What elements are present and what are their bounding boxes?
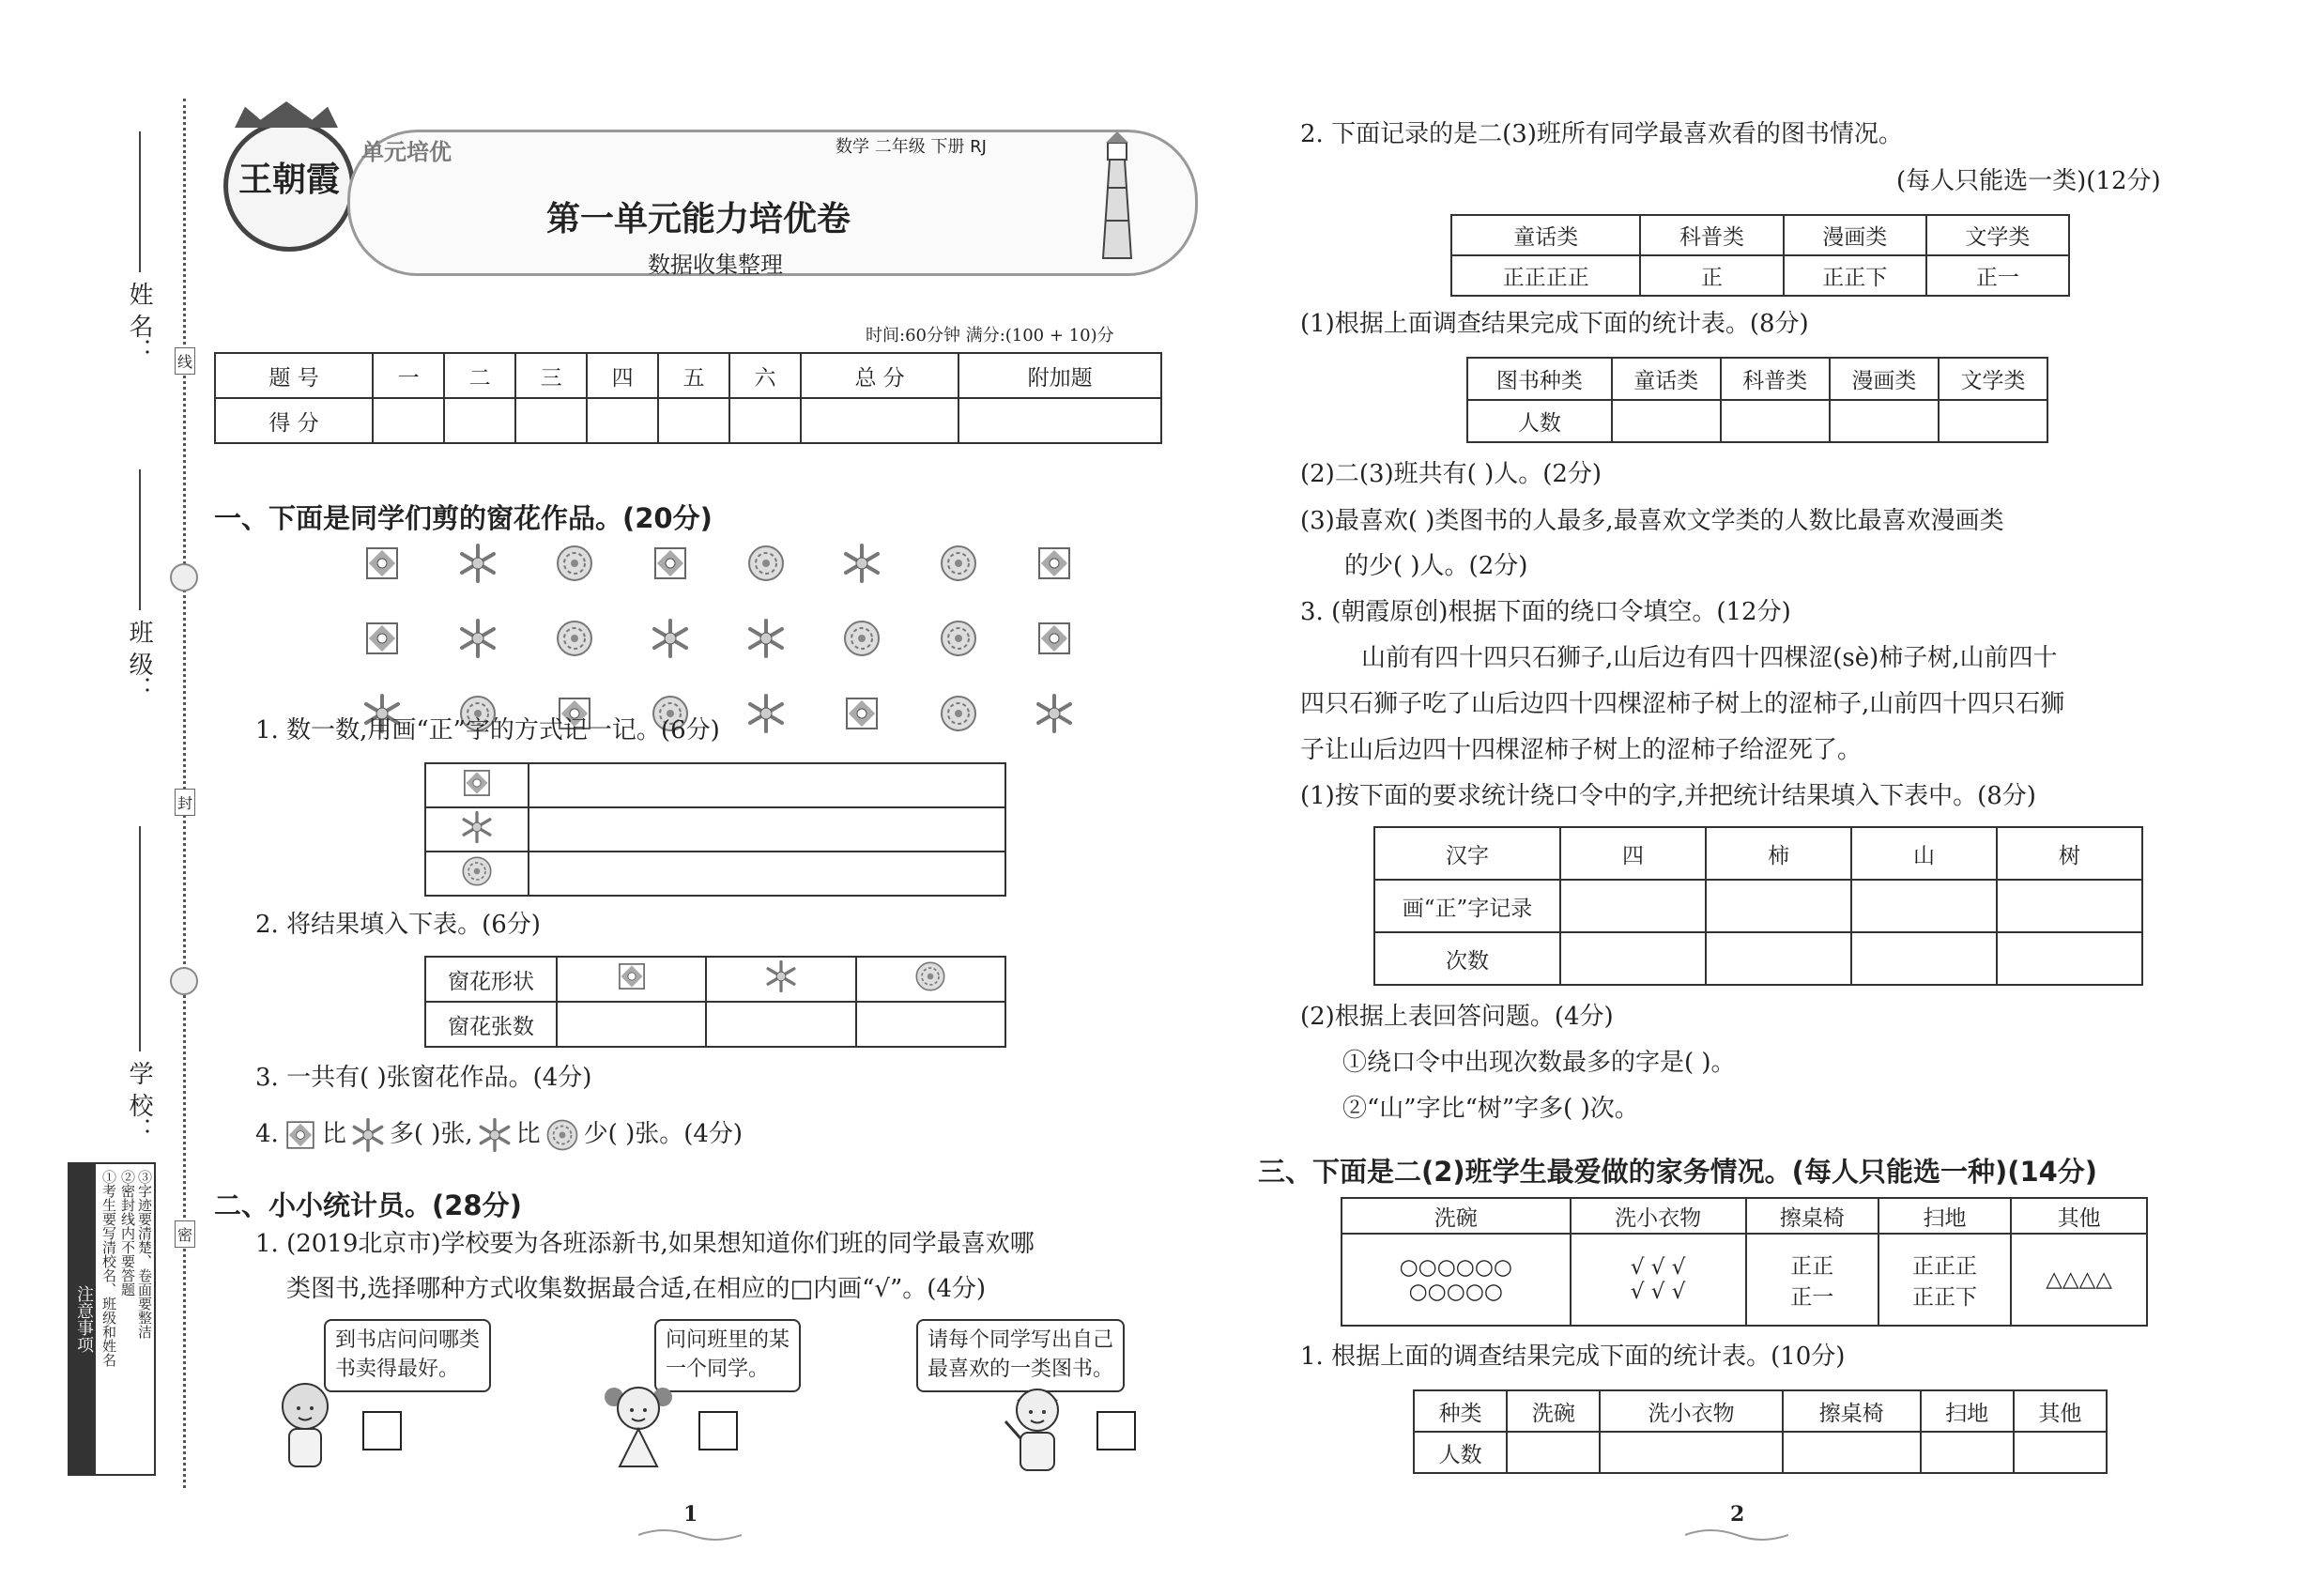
char-cell[interactable] — [1560, 932, 1706, 985]
score-head: 附加题 — [958, 353, 1161, 398]
flower-square-icon — [460, 766, 494, 800]
chores-stat-cell[interactable] — [1783, 1432, 1921, 1473]
books-head: 科普类 — [1640, 215, 1783, 255]
chores-data-clothes — [1571, 1234, 1746, 1326]
s3-q1: 1. 根据上面的调查结果完成下面的统计表。(10分) — [1300, 1343, 1846, 1371]
char-head: 汉字 — [1374, 827, 1560, 880]
dishes-line1: ○○○○○○ — [1399, 1255, 1512, 1280]
flower-snowflake-icon — [650, 618, 691, 659]
chores-stat-cell[interactable] — [2014, 1432, 2107, 1473]
s1-q2: 2. 将结果填入下表。(6分) — [255, 911, 541, 939]
section1-heading: 一、下面是同学们剪的窗花作品。(20分) — [214, 502, 713, 534]
section2-heading: 二、小小统计员。(28分) — [214, 1189, 522, 1221]
page-number-1: 1 — [683, 1502, 698, 1527]
score-head: 二 — [444, 353, 515, 398]
chores-data-dishes — [1342, 1234, 1571, 1326]
chores-head: 擦桌椅 — [1746, 1198, 1878, 1234]
flower-round-icon — [745, 543, 787, 584]
s2-q3-1: (1)按下面的要求统计绕口令中的字,并把统计结果填入下表中。(8分) — [1300, 782, 2036, 810]
other-line1: △△△△ — [2046, 1267, 2112, 1292]
books-head: 童话类 — [1451, 215, 1640, 255]
chores-data-sweep — [1878, 1234, 2011, 1326]
name-line — [139, 131, 141, 272]
flower-round-icon — [913, 959, 947, 993]
notice-title: 注意事项 — [69, 1164, 96, 1474]
count-cell[interactable] — [856, 1002, 1005, 1047]
tally-table — [424, 762, 1006, 897]
flower-round-icon — [460, 854, 494, 888]
score-head: 四 — [587, 353, 658, 398]
lighthouse-icon — [1089, 131, 1145, 263]
s2-q3-2a: ①绕口令中出现次数最多的字是( )。 — [1342, 1049, 1736, 1077]
notice-box — [68, 1162, 156, 1476]
stat-cell[interactable] — [1721, 400, 1830, 442]
books-head: 文学类 — [1926, 215, 2069, 255]
char-cell[interactable] — [1560, 880, 1706, 932]
char-head: 四 — [1560, 827, 1706, 880]
s2-q3: 3. (朝霞原创)根据下面的绕口令填空。(12分) — [1300, 598, 1791, 626]
score-head: 五 — [658, 353, 729, 398]
section3-heading: 三、下面是二(2)班学生最爱做的家务情况。(每人只能选一种)(14分) — [1258, 1156, 2098, 1188]
score-head: 总 分 — [801, 353, 958, 398]
time-line: 时间:60分钟 满分:(100 + 10)分 — [866, 326, 1114, 345]
books-tally: 正正下 — [1784, 255, 1926, 296]
binding-hole-1 — [170, 563, 198, 591]
bubble2-line1: 问问班里的某 — [666, 1328, 790, 1352]
flower-square-icon — [361, 543, 403, 584]
score-table — [214, 352, 1162, 444]
s2-q2-1: (1)根据上面调查结果完成下面的统计表。(8分) — [1300, 310, 1809, 338]
flower-square-icon — [283, 1117, 318, 1153]
books-stat-table — [1466, 357, 2048, 443]
score-cell[interactable] — [658, 398, 729, 443]
score-cell[interactable] — [958, 398, 1161, 443]
answer-box-1[interactable] — [362, 1411, 402, 1450]
chores-head: 其他 — [2011, 1198, 2147, 1234]
binding-hole-2 — [170, 967, 198, 995]
flower-snowflake-icon — [350, 1117, 386, 1153]
page-subtitle: 数据收集整理 — [648, 252, 783, 278]
flower-round-icon — [554, 618, 595, 659]
school-line — [139, 826, 141, 1051]
notice-1: ①考生要写清校名、班级和姓名 — [100, 1170, 117, 1367]
flower-snowflake-icon — [457, 618, 498, 659]
s2-q3-2: (2)根据上表回答问题。(4分) — [1300, 1003, 1614, 1031]
flower-snowflake-icon — [745, 693, 787, 734]
tongue-twister-3: 子让山后边四十四棵涩柿子树上的涩柿子给涩死了。 — [1300, 736, 1863, 764]
stat-cell[interactable] — [1939, 400, 2047, 442]
char-cell[interactable] — [1997, 880, 2142, 932]
page-ornament-1 — [638, 1526, 742, 1544]
speech-bubble-1 — [324, 1319, 491, 1392]
chores-tally-table — [1341, 1197, 2148, 1327]
score-cell[interactable] — [444, 398, 515, 443]
q4-p1: 比 — [321, 1120, 346, 1149]
s1-q1: 1. 数一数,用画“正”字的方式记一记。(6分) — [255, 716, 720, 744]
s2-q3-2b: ②“山”字比“树”字多( )次。 — [1342, 1095, 1639, 1123]
brand-logo — [223, 120, 355, 252]
school-label: 学 校： — [125, 1061, 153, 1143]
count-cell[interactable] — [706, 1002, 855, 1047]
bubble1-line1: 到书店问问哪类 — [335, 1328, 481, 1352]
s1-q3: 3. 一共有( )张窗花作品。(4分) — [255, 1064, 592, 1092]
chores-stat-cell[interactable] — [1921, 1432, 2014, 1473]
clothes-line1: √ √ √ — [1630, 1255, 1686, 1280]
class-line — [139, 469, 141, 610]
s2-q1-line2: 类图书,选择哪种方式收集数据最合适,在相应的□内画“√”。(4分) — [286, 1275, 987, 1303]
char-count-table — [1373, 826, 2143, 986]
books-tally-table — [1450, 214, 2070, 297]
flower-snowflake-icon — [457, 543, 498, 584]
bubble2-line2: 一个同学。 — [666, 1357, 770, 1381]
chores-head: 扫地 — [1878, 1198, 2011, 1234]
stat-row-label: 人数 — [1467, 400, 1612, 442]
count-table — [424, 956, 1006, 1048]
score-cell[interactable] — [587, 398, 658, 443]
tally-cell[interactable] — [529, 763, 1005, 807]
s2-q2-3a: (3)最喜欢( )类图书的人最多,最喜欢文学类的人数比最喜欢漫画类 — [1300, 507, 2004, 535]
chores-stat-row-label: 人数 — [1414, 1432, 1507, 1473]
score-head: 题 号 — [215, 353, 373, 398]
books-tally: 正正正正 — [1451, 255, 1640, 296]
tally-cell[interactable] — [529, 807, 1005, 852]
notice-3: ③字迹要清楚、卷面要整洁 — [136, 1170, 153, 1339]
bubble3-line2: 最喜欢的一类图书。 — [928, 1357, 1114, 1381]
char-row1-label: 画“正”字记录 — [1374, 880, 1560, 932]
char-row2-label: 次数 — [1374, 932, 1560, 985]
tongue-twister-2: 四只石狮子吃了山后边四十四棵涩柿子树上的涩柿子,山前四十四只石狮 — [1300, 690, 2065, 718]
char-head: 柿 — [1706, 827, 1851, 880]
s2-q2-2: (2)二(3)班共有( )人。(2分) — [1300, 460, 1602, 488]
subject-line: 数学 二年级 下册 RJ — [836, 137, 987, 157]
s2-q2-line2: (每人只能选一类)(12分) — [1896, 167, 2161, 195]
flower-square-icon — [841, 693, 882, 734]
chores-stat-head: 其他 — [2014, 1390, 2107, 1432]
flower-snowflake-icon — [841, 543, 882, 584]
flower-round-icon — [554, 543, 595, 584]
score-cell[interactable] — [373, 398, 444, 443]
flower-snowflake-icon — [460, 810, 494, 844]
count-row2-label: 窗花张数 — [425, 1002, 557, 1047]
speech-bubble-2 — [654, 1319, 801, 1392]
tables-line2: 正一 — [1790, 1285, 1834, 1310]
books-tally: 正一 — [1926, 255, 2069, 296]
s2-q2-line1: 2. 下面记录的是二(3)班所有同学最喜欢看的图书情况。 — [1300, 120, 1903, 148]
girl-pigtails-icon — [601, 1380, 676, 1469]
bubble3-line1: 请每个同学写出自己 — [928, 1328, 1114, 1352]
stat-head: 漫画类 — [1830, 358, 1939, 400]
char-cell[interactable] — [1706, 880, 1851, 932]
stat-head: 童话类 — [1612, 358, 1721, 400]
score-cell[interactable] — [515, 398, 587, 443]
score-cell[interactable] — [729, 398, 801, 443]
score-head: 一 — [373, 353, 444, 398]
flower-square-icon — [1034, 618, 1075, 659]
notice-2: ②密封线内不要答题 — [119, 1170, 136, 1297]
class-label: 班 级： — [125, 620, 153, 701]
score-cell[interactable] — [801, 398, 958, 443]
s2-q2-3b: 的少( )人。(2分) — [1344, 552, 1528, 580]
char-head: 山 — [1851, 827, 1997, 880]
mark-line: 线 — [175, 347, 195, 375]
chores-stat-head: 洗小衣物 — [1600, 1390, 1782, 1432]
stat-head: 图书种类 — [1467, 358, 1612, 400]
stat-head: 科普类 — [1721, 358, 1830, 400]
mark-secret: 密 — [175, 1220, 195, 1248]
score-row-label: 得 分 — [215, 398, 373, 443]
bubble1-line2: 书卖得最好。 — [335, 1357, 460, 1381]
clothes-line2: √ √ √ — [1630, 1280, 1686, 1304]
flower-square-icon — [1034, 543, 1075, 584]
stat-cell[interactable] — [1830, 400, 1939, 442]
stat-head: 文学类 — [1939, 358, 2047, 400]
chores-stat-head: 种类 — [1414, 1390, 1507, 1432]
page-ornament-2 — [1685, 1526, 1788, 1544]
s1-q4 — [255, 1117, 743, 1153]
page-title: 第一单元能力培优卷 — [546, 200, 851, 238]
q4-p2: 多( )张, — [389, 1120, 473, 1149]
answer-box-2[interactable] — [698, 1411, 738, 1450]
tongue-twister-1: 山前有四十四只石狮子,山后边有四十四棵涩(sè)柿子树,山前四十 — [1361, 644, 2058, 672]
char-head: 树 — [1997, 827, 2142, 880]
score-head: 三 — [515, 353, 587, 398]
boy-icon — [1000, 1380, 1075, 1474]
flower-round-icon — [938, 543, 979, 584]
answer-box-3[interactable] — [1096, 1411, 1136, 1450]
score-head: 六 — [729, 353, 801, 398]
count-cell[interactable] — [557, 1002, 706, 1047]
q4-prefix: 4. — [255, 1120, 279, 1149]
chores-data-tables — [1746, 1234, 1878, 1326]
chores-stat-cell[interactable] — [1507, 1432, 1600, 1473]
chores-stat-head: 擦桌椅 — [1783, 1390, 1921, 1432]
dishes-line2: ○○○○○ — [1408, 1280, 1503, 1304]
name-label: 姓 名： — [125, 282, 153, 363]
chores-stat-head: 洗碗 — [1507, 1390, 1600, 1432]
crown-icon — [235, 101, 338, 128]
chores-head: 洗碗 — [1342, 1198, 1571, 1234]
char-cell[interactable] — [1851, 880, 1997, 932]
chores-head: 洗小衣物 — [1571, 1198, 1746, 1234]
char-cell[interactable] — [1706, 932, 1851, 985]
sweep-line2: 正正下 — [1912, 1285, 1978, 1310]
brand-name: 王朝霞 — [238, 160, 340, 199]
brand-tag: 单元培优 — [361, 139, 452, 165]
flower-round-icon — [841, 618, 882, 659]
flower-round-icon — [544, 1117, 580, 1153]
char-cell[interactable] — [1997, 932, 2142, 985]
mark-seal: 封 — [175, 789, 195, 816]
flower-round-icon — [938, 693, 979, 734]
flower-round-icon — [938, 618, 979, 659]
girl-icon — [272, 1380, 338, 1469]
tables-line1: 正正 — [1790, 1254, 1834, 1279]
q4-p4: 少( )张。(4分) — [583, 1120, 744, 1149]
page-number-2: 2 — [1730, 1502, 1745, 1527]
s2-q1-line1: 1. (2019北京市)学校要为各班添新书,如果想知道你们班的同学最喜欢哪 — [255, 1230, 1035, 1258]
chores-stat-table — [1413, 1389, 2108, 1474]
flower-snowflake-icon — [745, 618, 787, 659]
flower-snowflake-icon — [764, 959, 798, 993]
books-head: 漫画类 — [1784, 215, 1926, 255]
sweep-line1: 正正正 — [1912, 1254, 1978, 1279]
count-row1-label: 窗花形状 — [425, 957, 557, 1002]
flower-snowflake-icon — [1034, 693, 1075, 734]
chores-stat-cell[interactable] — [1600, 1432, 1782, 1473]
flower-square-icon — [650, 543, 691, 584]
tally-cell[interactable] — [529, 852, 1005, 896]
chores-stat-head: 扫地 — [1921, 1390, 2014, 1432]
flower-snowflake-icon — [477, 1117, 513, 1153]
flower-square-icon — [361, 618, 403, 659]
books-tally: 正 — [1640, 255, 1783, 296]
stat-cell[interactable] — [1612, 400, 1721, 442]
chores-data-other — [2011, 1234, 2147, 1326]
q4-p3: 比 — [515, 1120, 541, 1149]
char-cell[interactable] — [1851, 932, 1997, 985]
flower-square-icon — [615, 959, 649, 993]
